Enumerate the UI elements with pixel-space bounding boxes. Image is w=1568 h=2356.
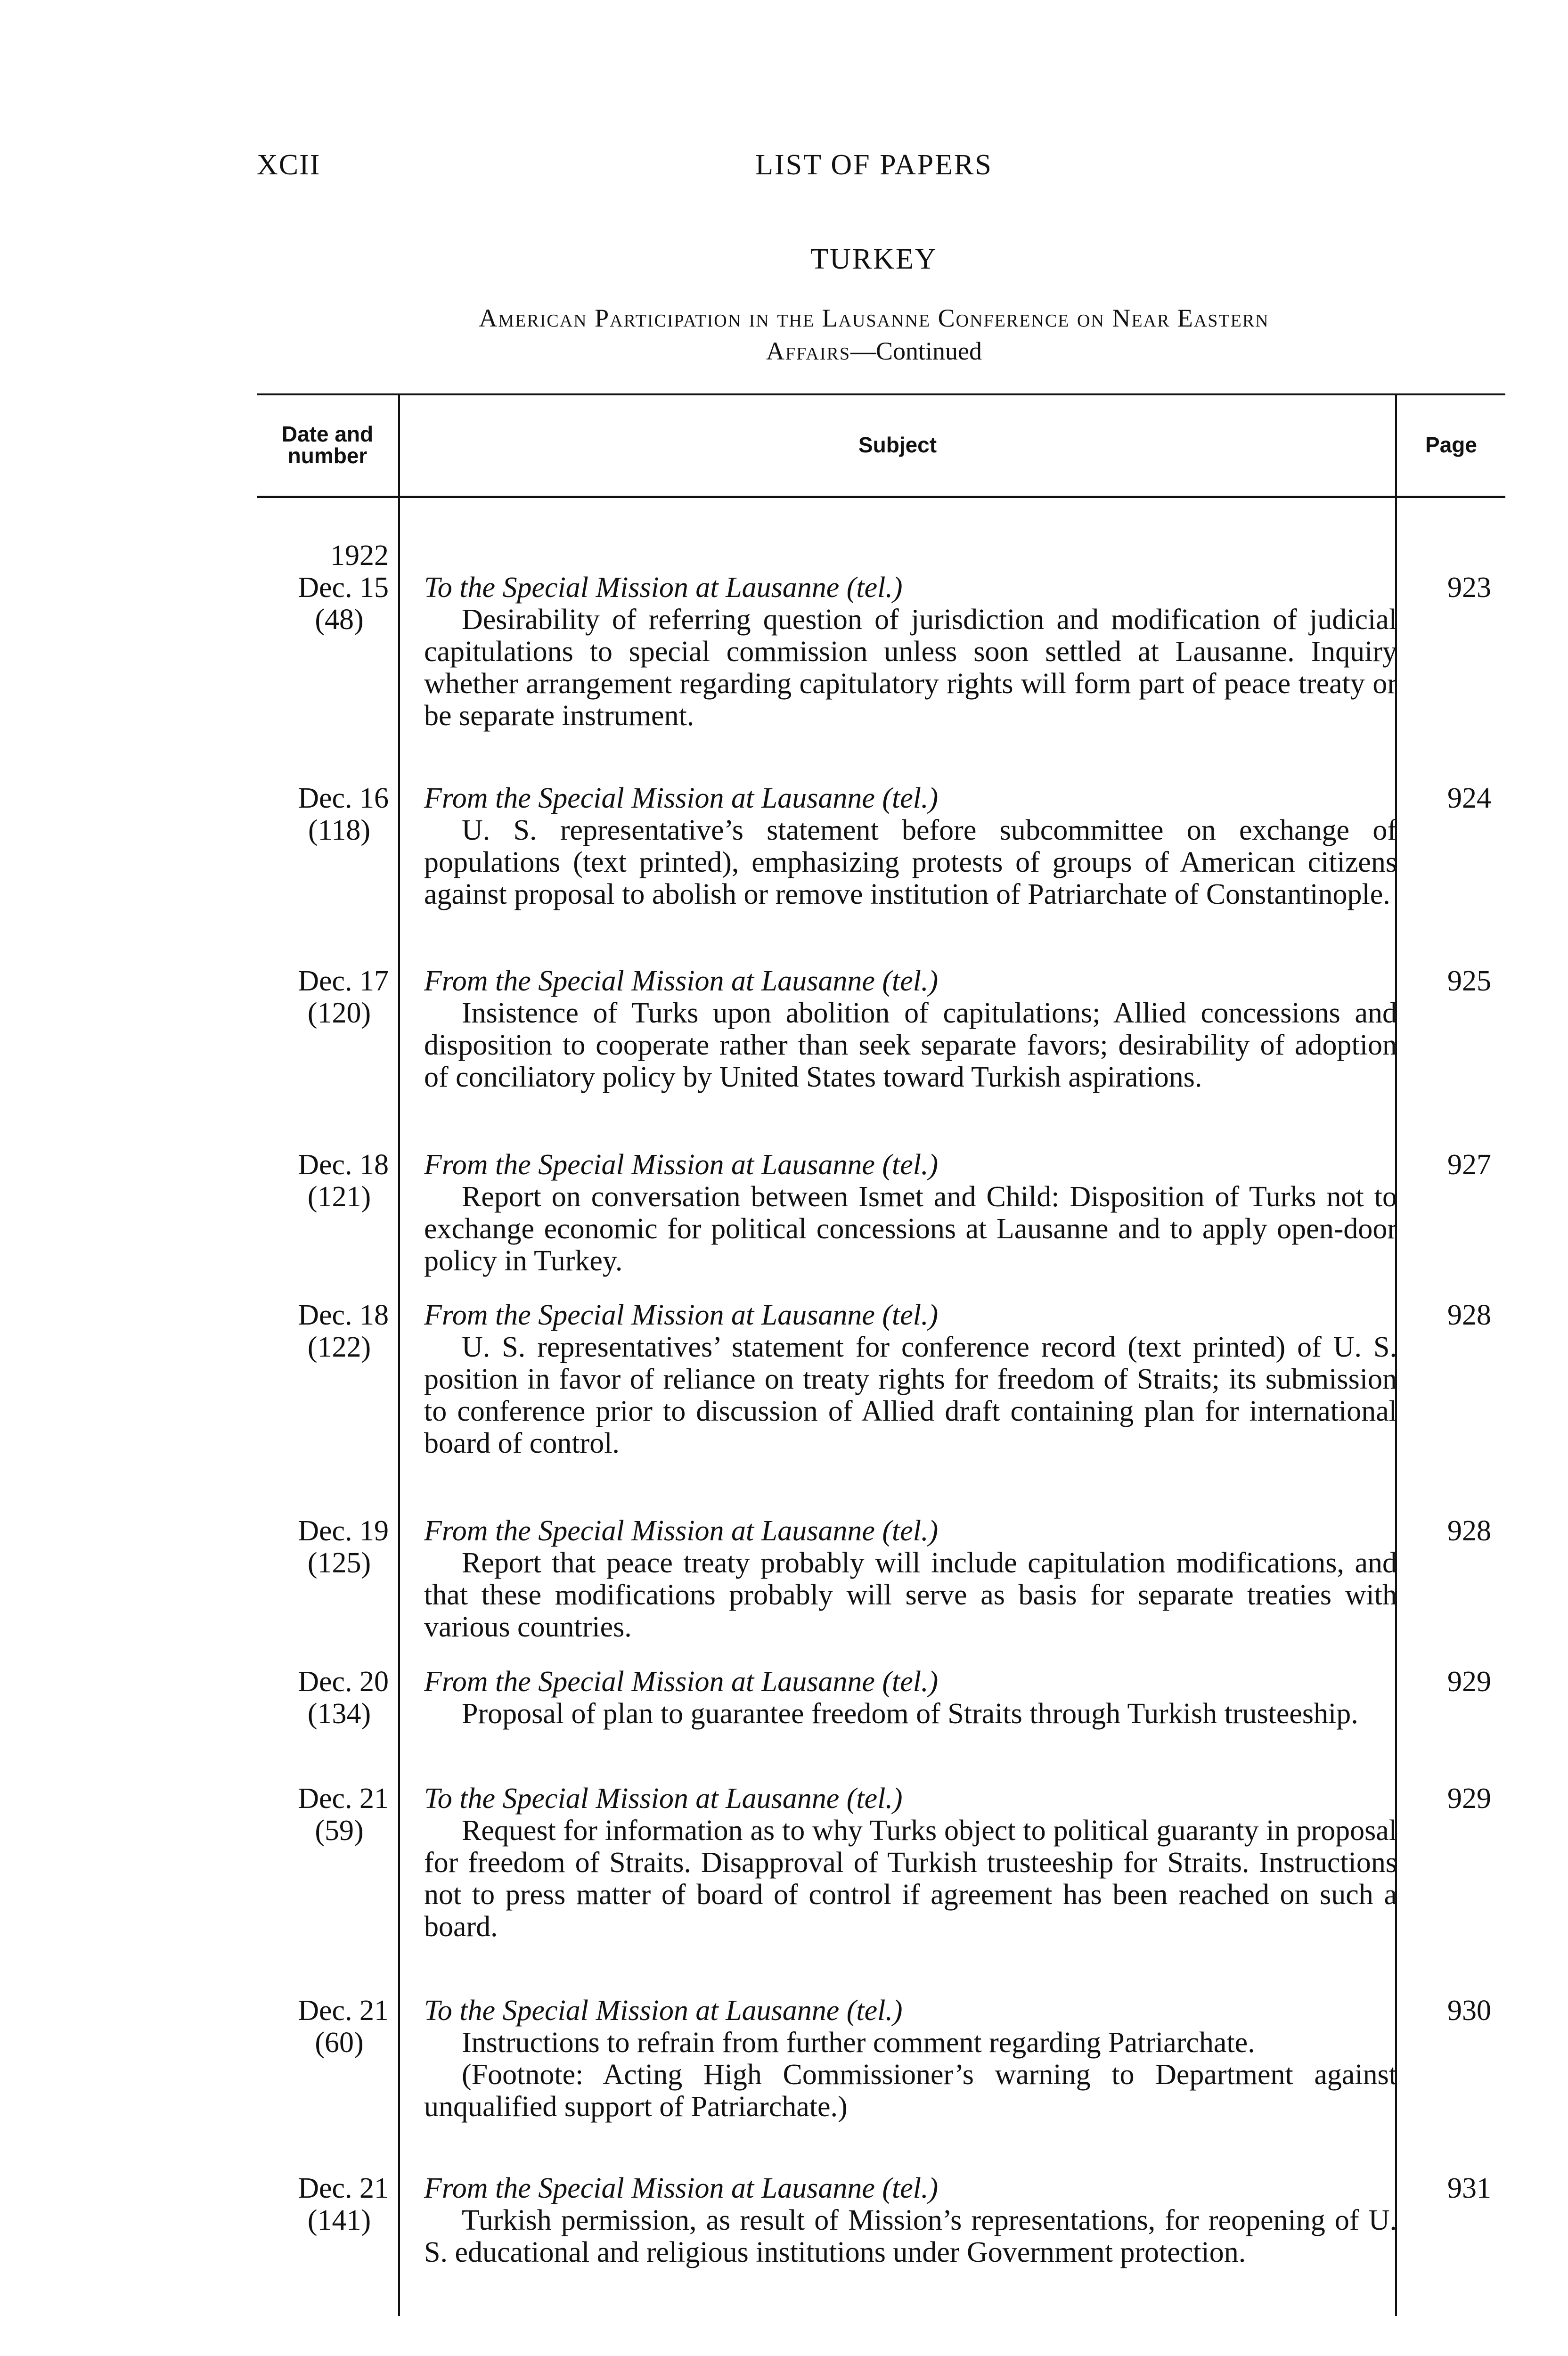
date-cell (257, 1515, 389, 1579)
date-cell (257, 965, 389, 1029)
subsection-line-2-smallcaps: Affairs (766, 337, 851, 365)
entry-description: U. S. representatives’ statement for conference record (text printed) of U. S. position in favor of reliance on treaty rights for freedom of Straits; its submission to conference prior to discussion of Allied draft containing plan for international board of control. (424, 1331, 1397, 1459)
entry-description: Report on conversation between Ismet and Child: Disposition of Turks not to exchange economic for political concessions at Lausanne and to apply open-door policy in Turkey. (424, 1181, 1397, 1277)
date-cell (257, 1666, 389, 1730)
column-header-date: Date and number (281, 421, 374, 468)
date-cell (257, 782, 389, 846)
entry-number: (141) (307, 2204, 371, 2236)
running-head (257, 148, 1491, 186)
subject-cell (424, 1995, 1397, 2123)
entry-direction: From the Special Mission at Lausanne (tel.) (424, 782, 939, 814)
entry-page: 928 (1447, 1515, 1491, 1547)
entry-number: (120) (307, 997, 371, 1029)
entry-number: (59) (315, 1815, 364, 1847)
entry-description: Desirability of referring question of jurisdiction and modification of judicial capitulations to special commission unless soon settled at Lausanne. Inquiry whether arrangement regarding capitulatory rights will form part of peace treaty or be separate instrument. (424, 604, 1397, 732)
entry-number: (125) (307, 1547, 371, 1579)
entry-number: (48) (315, 604, 364, 636)
entry-description: Proposal of plan to guarantee freedom of Straits through Turkish trusteeship. (462, 1698, 1358, 1730)
table-header-rule (257, 496, 1505, 498)
entry-description: Request for information as to why Turks object to political guaranty in proposal for freedom of Straits. Disapproval of Turkish trusteeship for Straits. Instructions not to press matter of board of control if agreement has been reached on such a board. (424, 1815, 1397, 1943)
entry-description: Turkish permission, as result of Mission’s representations, for reopening of U. S. educational and religious institutions under Government protection. (424, 2204, 1397, 2268)
column-header-subject: Subject (858, 432, 937, 457)
entry-description: Insistence of Turks upon abolition of capitulations; Allied concessions and disposition to cooperate rather than seek separate favors; desirability of adoption of conciliatory policy by United States toward Turkish aspirations. (424, 997, 1397, 1093)
entry-direction: To the Special Mission at Lausanne (tel.) (424, 1783, 903, 1815)
entry-date: Dec. 21 (298, 2172, 389, 2204)
entry-page: 928 (1447, 1299, 1491, 1331)
date-cell (257, 1149, 389, 1213)
entry-direction: To the Special Mission at Lausanne (tel.) (424, 1995, 903, 2027)
entry-date: Dec. 18 (298, 1149, 389, 1181)
date-cell (257, 1299, 389, 1363)
page-folio: XCII (257, 149, 321, 181)
section-title: TURKEY (810, 243, 938, 275)
entry-number: (122) (307, 1331, 371, 1363)
entry-direction: From the Special Mission at Lausanne (tel.) (424, 1149, 939, 1181)
subject-cell (424, 1515, 1397, 1643)
entry-direction: From the Special Mission at Lausanne (tel.) (424, 1299, 939, 1331)
subject-cell (424, 1299, 1397, 1459)
subsection-line-1: American Participation in the Lausanne Conference on Near Eastern (479, 304, 1269, 332)
entry-date: Dec. 19 (298, 1515, 389, 1547)
entry-number: (121) (307, 1181, 371, 1213)
entry-direction: From the Special Mission at Lausanne (tel.) (424, 1666, 939, 1698)
entry-date: Dec. 15 (298, 572, 389, 604)
date-cell (257, 540, 389, 636)
entry-number: (118) (308, 814, 370, 846)
column-divider-date (398, 393, 400, 2316)
date-cell (257, 2172, 389, 2236)
entry-date: Dec. 20 (298, 1666, 389, 1698)
subject-cell (424, 572, 1397, 732)
entry-page: 923 (1447, 572, 1491, 604)
entry-description: Report that peace treaty probably will include capitulation modifications, and that these modifications probably will serve as basis for separate treaties with various countries. (424, 1547, 1397, 1643)
subject-cell (424, 1783, 1397, 1943)
entry-description: U. S. representative’s statement before subcommittee on exchange of populations (text printed), emphasizing protests of groups of American citizens against proposal to abolish or remove institution of Patriarchate of Constantinople. (424, 814, 1397, 910)
subject-cell (424, 1149, 1397, 1277)
entry-description: Instructions to refrain from further comment regarding Patriarchate. (462, 2027, 1255, 2059)
entry-date: Dec. 21 (298, 1783, 389, 1815)
papers-table (257, 393, 1505, 2316)
entry-page: 929 (1447, 1666, 1491, 1698)
subsection-title (257, 302, 1491, 368)
running-title: LIST OF PAPERS (755, 149, 993, 181)
entry-year: 1922 (330, 540, 389, 572)
date-cell (257, 1995, 389, 2059)
entry-direction: From the Special Mission at Lausanne (tel.) (424, 965, 939, 997)
entry-number: (134) (307, 1698, 371, 1730)
entry-footnote: (Footnote: Acting High Commissioner’s warning to Department against unqualified support of Patriarchate.) (424, 2059, 1397, 2123)
entry-date: Dec. 16 (298, 782, 389, 814)
column-header-page: Page (1425, 432, 1477, 457)
subject-cell (424, 782, 1397, 910)
entry-direction: From the Special Mission at Lausanne (tel.) (424, 1515, 939, 1547)
entry-date: Dec. 17 (298, 965, 389, 997)
entry-page: 925 (1447, 965, 1491, 997)
entry-page: 931 (1447, 2172, 1491, 2204)
date-cell (257, 1783, 389, 1847)
entry-page: 927 (1447, 1149, 1491, 1181)
entry-number: (60) (315, 2027, 364, 2059)
entry-date: Dec. 18 (298, 1299, 389, 1331)
entry-direction: To the Special Mission at Lausanne (tel.) (424, 572, 903, 604)
entry-page: 930 (1447, 1995, 1491, 2027)
subject-cell (424, 2172, 1397, 2268)
entry-date: Dec. 21 (298, 1995, 389, 2027)
subject-cell (424, 965, 1397, 1093)
subsection-line-2-continued: —Continued (850, 337, 982, 365)
entry-page: 929 (1447, 1783, 1491, 1815)
entry-page: 924 (1447, 782, 1491, 814)
entry-direction: From the Special Mission at Lausanne (tel.) (424, 2172, 939, 2204)
subject-cell (424, 1666, 1397, 1730)
